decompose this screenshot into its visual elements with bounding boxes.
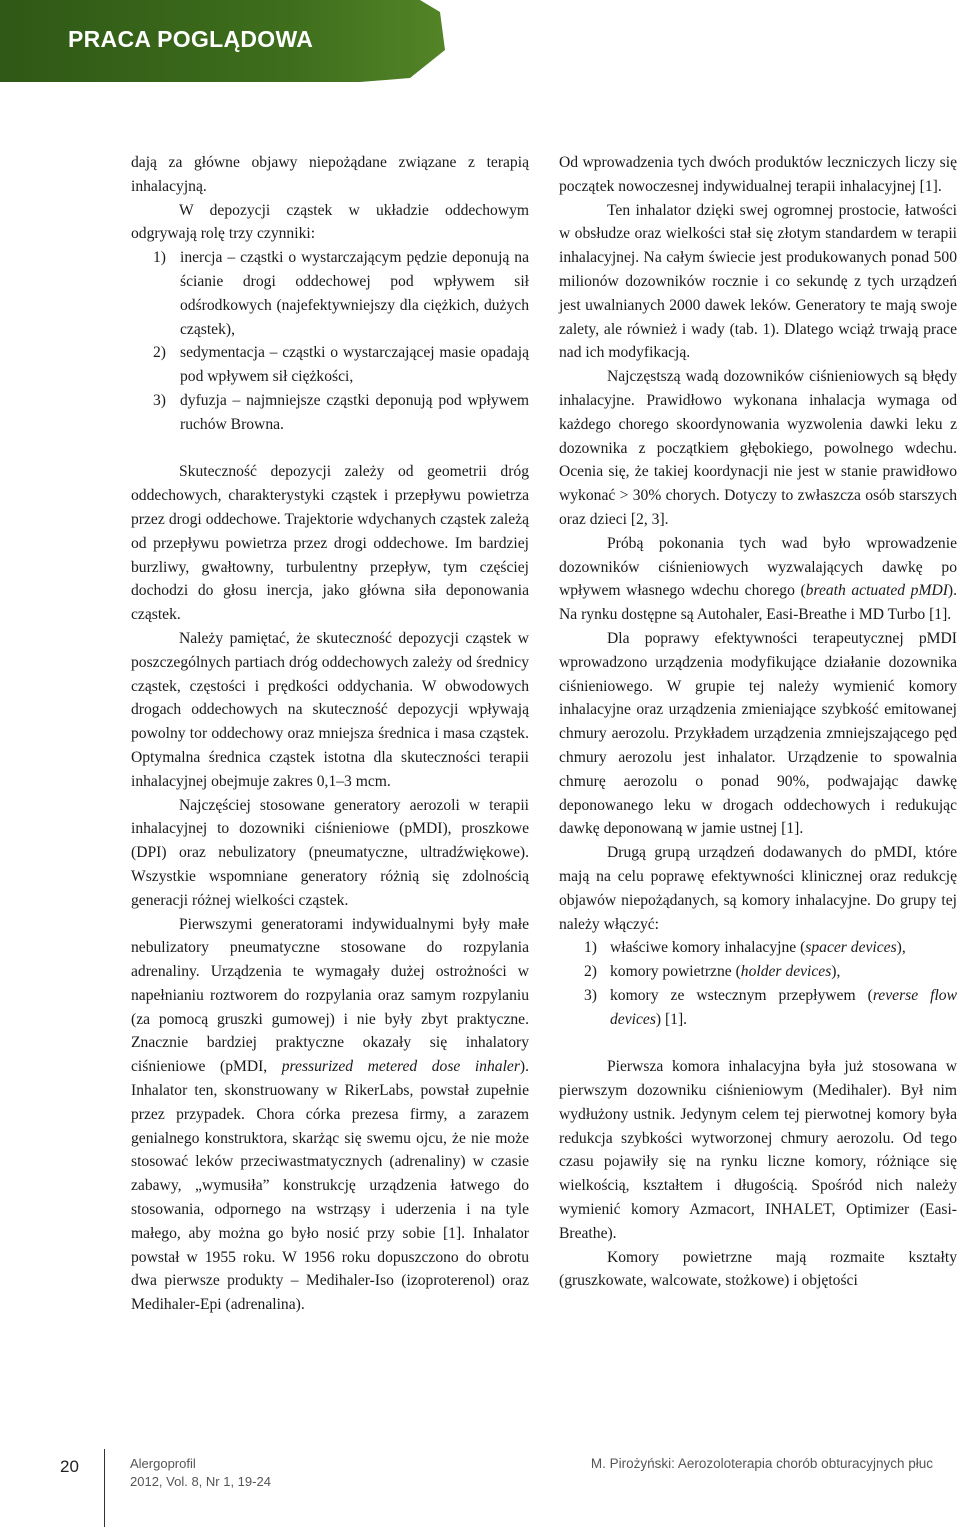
list-number: 1) bbox=[153, 249, 166, 267]
journal-name: Alergoprofil bbox=[130, 1456, 196, 1471]
italic-term: breath actuated pMDI bbox=[805, 582, 948, 600]
paragraph bbox=[131, 913, 529, 1318]
paragraph: Dla poprawy efektywności terapeutycznej pMDI wprowadzono urządzenia modyfikujące działanie dozownika ciśnieniowego. W grupie tej należy wymienić komory inhalacyjne oraz urządzenia zmieniające szybkość emitowanej chmury aerozolu. Przykładem urządzenia zmniejszającego pęd chmury aerozolu jest inhalator. Urządzenie to spowalnia chmurę aerozolu o ponad 90%, podwajając dawkę deponowanego leku w drogach oddechowych i redukując dawkę deponowaną w jamie ustnej [1]. bbox=[559, 629, 957, 838]
paragraph: Od wprowadzenia tych dwóch produktów leczniczych liczy się początek nowoczesnej indywidualnej terapii inhalacyjnej [1]. bbox=[559, 154, 957, 195]
journal-issue: 2012, Vol. 8, Nr 1, 19-24 bbox=[130, 1474, 271, 1489]
italic-term: holder devices bbox=[740, 963, 832, 981]
journal-info bbox=[130, 1455, 271, 1491]
list-number: 2) bbox=[153, 344, 166, 362]
text-run: ). Na rynku dostępne są Autohaler, Easi-Breathe i MD Turbo [1]. bbox=[559, 582, 957, 624]
paragraph: Ten inhalator dzięki swej ogromnej prostocie, łatwości w obsłudze oraz wielkości stał się złotym standardem w terapii inhalacyjnej. Na całym świecie jest produkowanych ponad 500 milionów dozowników rocznie i co sekundę z tych urządzeń jest uwalnianych 2000 dawek leków. Generatory te mają swoje zalety, ale również i wady (tab. 1). Dlatego wciąż trwają prace nad ich modyfikacją. bbox=[559, 201, 957, 362]
paragraph: Najczęstszą wadą dozowników ciśnieniowych są błędy inhalacyjne. Prawidłowo wykonana inhalacja wymaga od każdego chorego skoordynowania wyzwolenia dawki leku z dozownika z początkiem głębokiego, powolnego wdechu. Ocenia się, że takiej koordynacji nie jest w stanie prawidłowo wykonać > 30% chorych. Dotyczy to zwłaszcza osób starszych oraz dzieci [2, 3]. bbox=[559, 368, 957, 528]
paragraph: Drugą grupą urządzeń dodawanych do pMDI, które mają na celu poprawę efektywności klinicznej oraz redukcję objawów niepożądanych, są komory inhalacyjne. Do grupy tej należy włączyć: bbox=[559, 844, 957, 933]
list-item bbox=[559, 960, 957, 984]
running-title: M. Pirożyński: Aerozoloterapia chorób obturacyjnych płuc bbox=[590, 1456, 933, 1471]
deposition-factors-list bbox=[131, 246, 529, 436]
footer-divider bbox=[104, 1449, 105, 1527]
left-column bbox=[131, 151, 529, 1317]
list-number: 3) bbox=[584, 986, 597, 1004]
list-text: sedymentacja – cząstki o wystarczającej masie opadają pod wpływem sił ciężkości, bbox=[180, 344, 529, 386]
list-text: komory powietrzne ( bbox=[610, 963, 741, 981]
italic-term: reverse flow devices bbox=[610, 986, 957, 1028]
list-text: ) [1]. bbox=[655, 1010, 688, 1028]
list-number: 3) bbox=[153, 391, 166, 409]
list-item bbox=[131, 246, 529, 341]
list-item bbox=[131, 341, 529, 389]
italic-term: spacer devices bbox=[805, 939, 897, 957]
list-number: 2) bbox=[584, 963, 597, 981]
paragraph: Najczęściej stosowane generatory aerozoli w terapii inhalacyjnej to dozowniki ciśnieniowe (pMDI), proszkowe (DPI) oraz nebulizatory (pneumatyczne, ultradźwiękowe). Wszystkie wspomniane generatory różnią się zdolnością generacji różnej wielkości cząstek. bbox=[131, 796, 529, 909]
list-text: komory ze wstecznym przepływem ( bbox=[610, 986, 873, 1004]
paragraph: Należy pamiętać, że skuteczność depozycji cząstek w poszczególnych partiach dróg oddechowych zależy od średnicy cząstek, częstości i prędkości oddychania. W obwodowych drogach oddechowych na skuteczność depozycji wpływają powolny tor oddechowy oraz mniejsza średnica i masa cząstek. Optymalna średnica cząstek istotna dla skuteczności terapii inhalacyjnej obejmuje zakres 0,1–3 mcm. bbox=[131, 629, 529, 790]
paragraph: dają za główne objawy niepożądane związane z terapią inhalacyjną. bbox=[131, 154, 529, 195]
chamber-types-list bbox=[559, 936, 957, 1031]
list-text: ), bbox=[831, 963, 841, 981]
page-number: 20 bbox=[60, 1457, 79, 1476]
paragraph: W depozycji cząstek w układzie oddechowym odgrywają rolę trzy czynniki: bbox=[131, 201, 529, 243]
list-item bbox=[559, 984, 957, 1032]
right-column bbox=[559, 151, 957, 1293]
list-text: inercja – cząstki o wystarczającym pędzie deponują na ścianie drogi oddechowej pod wpływem sił odśrodkowych (najefektywniejszy dla ciężkich, dużych cząstek), bbox=[180, 249, 529, 338]
text-run: Próbą pokonania tych wad było wprowadzenie dozowników ciśnieniowych wyzwalających dawkę po wpływem własnego wdechu chorego ( bbox=[559, 534, 957, 600]
text-run: Pierwszymi generatorami indywidualnymi były małe nebulizatory pneumatyczne stosowane do rozpylania adrenaliny. Urządzenia te wymagały dużej ostrożności w napełnianiu roztworem do rozpylania oraz samym rozpylaniu (za pomocą gruszki gumowej) i nie były zbyt praktyczne. Znacznie bardziej praktyczne okazały się inhalatory ciśnieniowe (pMDI, bbox=[131, 915, 529, 1076]
list-text: właściwe komory inhalacyjne ( bbox=[610, 939, 806, 957]
list-number: 1) bbox=[584, 939, 597, 957]
list-item bbox=[559, 936, 957, 960]
list-item bbox=[131, 389, 529, 437]
list-text: ), bbox=[896, 939, 906, 957]
paragraph: Pierwsza komora inhalacyjna była już stosowana w pierwszym dozowniku ciśnieniowym (Medihaler). Był nim wydłużony ustnik. Jedynym celem tej pierwotnej komory była redukcja szybkości wytworzonej chmury aerozolu. Od tego czasu pojawiły się na rynku liczne komory, różniące się wielkością, kształtem i długością. Spośród nich należy wymienić komory Azmacort, INHALET, Optimizer (Easi-Breathe). bbox=[559, 1058, 957, 1242]
paragraph bbox=[559, 532, 957, 627]
list-text: dyfuzja – najmniejsze cząstki deponują pod wpływem ruchów Browna. bbox=[180, 391, 529, 433]
text-run: ). Inhalator ten, skonstruowany w RikerLabs, powstał zupełnie przez przypadek. Chora córka prezesa firmy, a zarazem genialnego konstruktora, skarżąc się swemu ojcu, że nie może stosować leków przeciwastmatycznych (adrenaliny) w czasie zabawy, „wymusiła” konstrukcję urządzenia łatwego do stosowania, odpornego na wstrząsy i uderzenia i na tyle małego, aby można go było nosić przy sobie [1]. Inhalator powstał w 1955 roku. W 1956 roku dopuszczono do obrotu dwa pierwsze produkty – Medihaler-Iso (izoproterenol) oraz Medihaler-Epi (adrenalina). bbox=[131, 1058, 529, 1314]
italic-term: pressurized metered dose inhaler bbox=[281, 1058, 520, 1076]
paragraph: Skuteczność depozycji zależy od geometrii dróg oddechowych, charakterystyki cząstek i przepływu powietrza przez drogi oddechowe. Trajektorie wdychanych cząstek zależą od przepływu powietrza przez drogi oddechowe. Im bardziej burzliwy, gwałtowny, turbulentny przepływ, tym częściej dochodzi do głosu inercja, jako główna siła deponowania cząstek. bbox=[131, 463, 529, 624]
page-footer bbox=[0, 1445, 960, 1505]
paragraph: Komory powietrzne mają rozmaite kształty (gruszkowate, walcowate, stożkowe) i objętości bbox=[559, 1248, 957, 1290]
section-title: PRACA POGLĄDOWA bbox=[68, 26, 314, 52]
